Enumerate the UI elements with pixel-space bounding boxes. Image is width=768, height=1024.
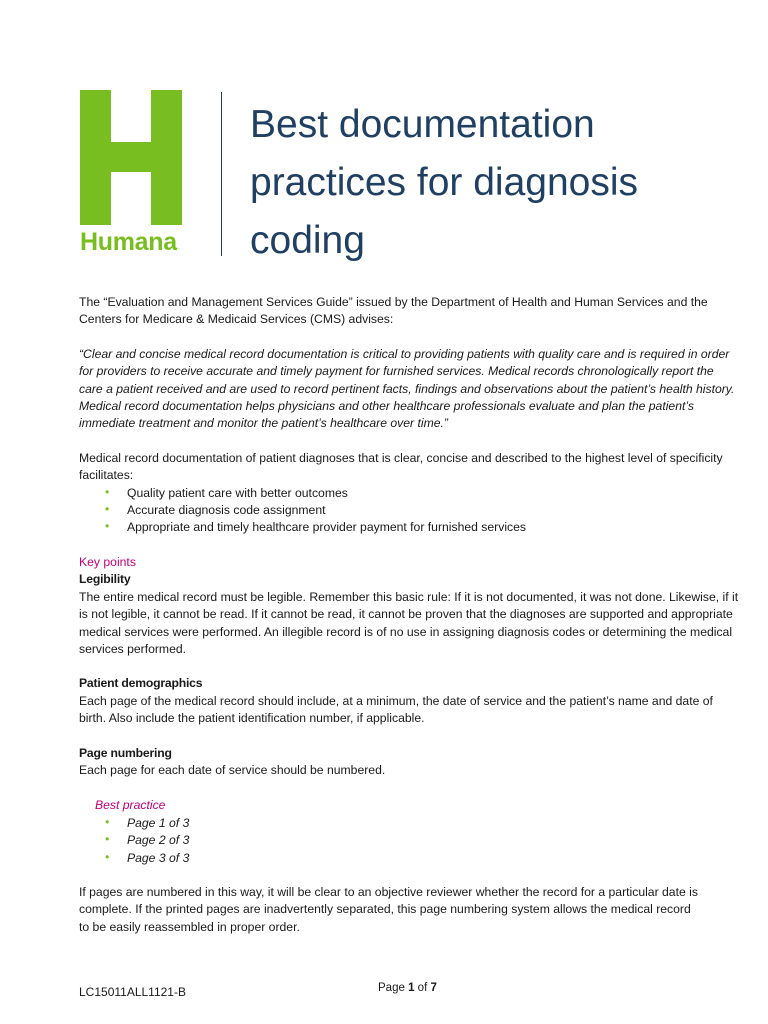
title-line: coding [250,219,365,262]
title-line: practices for diagnosis [250,161,639,204]
list-item: • Page 1 of 3 [79,815,739,832]
demographics-heading: Patient demographics [79,676,203,691]
best-practice-label: Best practice [95,798,166,813]
page-title [250,96,720,270]
facilitates-lead: Medical record documentation of patient diagnoses that is clear, concise and described to the highest level of specificity facilitates: [79,450,723,483]
header-divider [221,92,222,256]
legibility-text: The entire medical record must be legible. Remember this basic rule: If it is not documented, it was not done. Likewise, if it is not legible, it cannot be read. If it cannot be read, it cannot be proven that the diagnoses are supported and appropriate medical services were performed. An illegible record is of no use in assigning diagnosis codes or determining the medical services performed. [79,589,739,656]
document-code: LC15011ALL1121-B [79,985,186,999]
demographics-text: Each page of the medical record should include, at a minimum, the date of service and the patient’s name and date of birth. Also include the patient identification number, if applicable. [79,693,713,726]
list-item: • Accurate diagnosis code assignment [79,502,739,519]
humana-wordmark: Humana. [80,228,180,256]
document-header [80,90,720,260]
page-indicator: Page 1 of 7 [378,982,437,994]
intro-paragraph: The “Evaluation and Management Services Guide” issued by the Department of Health and Human Services and the Centers for Medicare & Medicaid Services (CMS) advises: [79,295,708,327]
humana-h-icon [80,90,182,225]
facilitates-list [79,485,739,537]
page-number-examples [79,815,739,867]
key-points-heading: Key points [79,554,136,569]
list-item: • Quality patient care with better outcomes [79,485,739,502]
page-numbering-heading: Page numbering [79,745,172,760]
cms-quote: “Clear and concise medical record documentation is critical to providing patients with quality care and is required in order for providers to receive accurate and timely payment for furnished services. Medical records chronologically report the care a patient received and are used to record pertinent facts, findings and observations about the patient’s health history. Medical record documentation helps physicians and other healthcare professionals evaluate and plan the patient’s immediate treatment and monitor the patient’s healthcare over time.” [79,346,735,431]
humana-logo [80,90,195,260]
list-item: • Page 3 of 3 [79,850,739,867]
legibility-heading: Legibility [79,572,131,587]
document-body [79,294,739,936]
list-item: • Page 2 of 3 [79,832,739,849]
page-numbering-text: Each page for each date of service should be numbered. [79,762,386,777]
title-line: Best documentation [250,103,595,146]
page-numbering-closing: If pages are numbered in this way, it will be clear to an objective reviewer whether the record for a particular date is complete. If the printed pages are inadvertently separated, this page numbering system allows the medical record to be easily reassembled in proper order. [79,884,698,934]
list-item: • Appropriate and timely healthcare provider payment for furnished services [79,519,739,536]
